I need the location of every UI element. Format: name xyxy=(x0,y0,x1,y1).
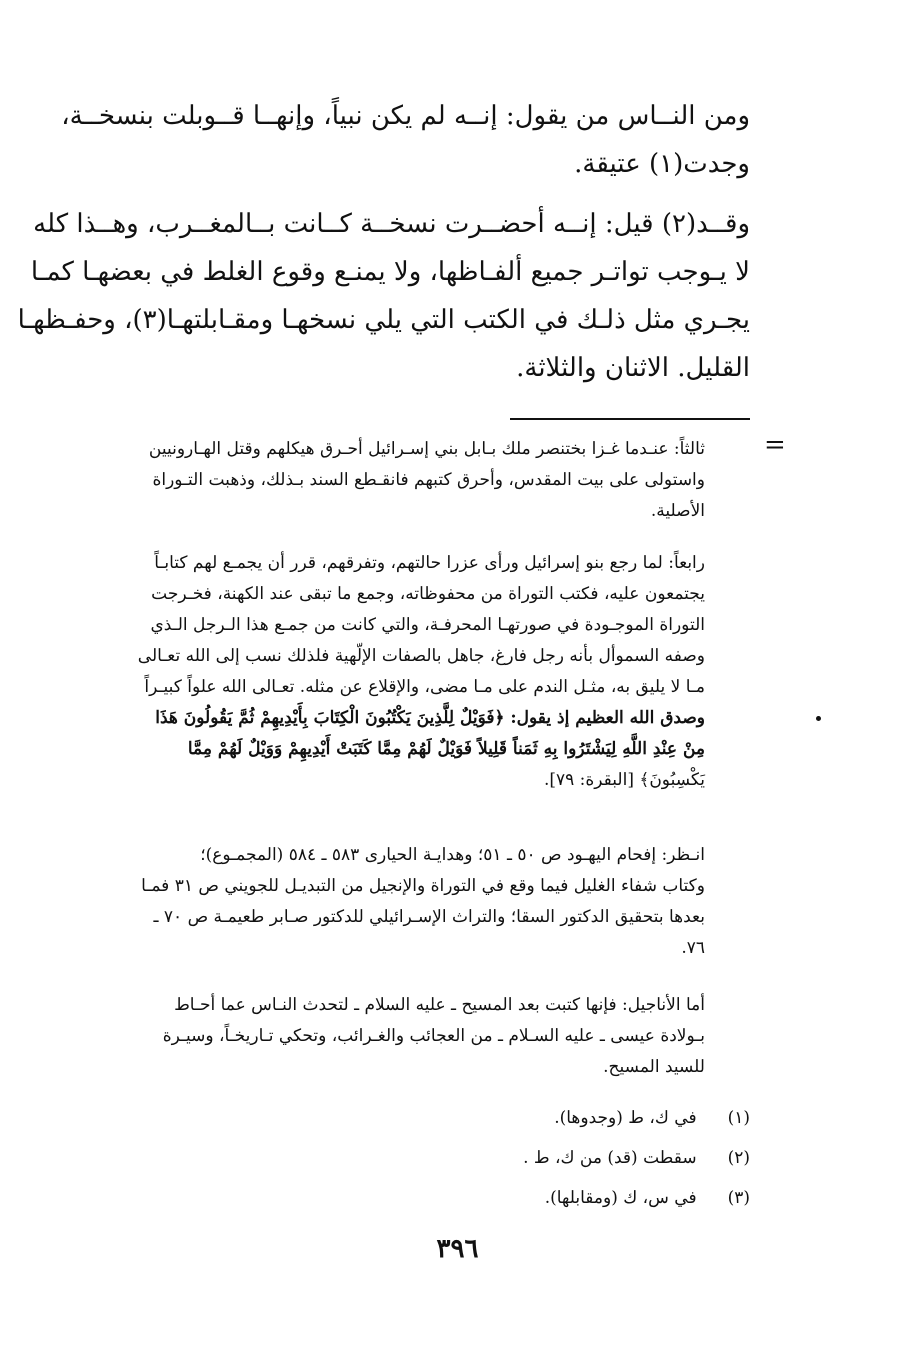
footnote-number: (٢) xyxy=(727,1148,750,1168)
footnote-number: (٣) xyxy=(727,1188,750,1208)
main-paragraph-1 xyxy=(61,92,750,188)
note-line: بعدها بتحقيق الدكتور السقا؛ والتراث الإسـرائيلي للدكتور صـابر طعيمـة ص ٧٠ ـ xyxy=(153,907,705,927)
quran-verse-line: يَكْسِبُونَ﴾ [البقرة: ٧٩]. xyxy=(543,770,705,790)
note-fourth xyxy=(45,548,705,796)
text-line: ومن النــاس من يقول: إنــه لم يكن نبياً، وإنهــا قــوبلت بنسخــة، xyxy=(61,101,750,131)
footnote-item xyxy=(350,1138,750,1178)
note-line: وصفه السموأل بأنه رجل فارغ، جاهل بالصفات الإلّهية فلذلك نسب إلى الله تعـالى xyxy=(137,646,705,666)
continuation-mark: = xyxy=(764,430,786,460)
note-line: يجتمعون عليه، فكتب التوراة من محفوظاته، وجمع ما تبقى عند الكهنة، فخـرجت xyxy=(151,584,705,604)
footnote-text: في س، ك (ومقابلها). xyxy=(544,1188,697,1208)
note-line: الأصلية. xyxy=(650,501,705,521)
note-line: التوراة الموجـودة في صورتهـا المحرفـة، والتي كانت من جمـع هذا الـرجل الـذي xyxy=(150,615,705,635)
text-line: وقــد(٢) قيل: إنــه أحضــرت نسخــة كــانت بــالمغــرب، وهــذا كله xyxy=(33,209,750,239)
footnote-separator xyxy=(510,418,750,420)
text-line: يجـري مثل ذلـك في الكتب التي يلي نسخهـا ومقـابلتهـا(٣)، وحفـظهـا xyxy=(17,305,750,335)
page-number: ٣٩٦ xyxy=(436,1234,479,1264)
footnote-number: (١) xyxy=(727,1108,750,1128)
quran-verse-line: مِنْ عِنْدِ اللَّهِ لِيَشْتَرُوا بِهِ ثَمَناً قَلِيلاً فَوَيْلٌ لَهُمْ مِمَّا كَتَبَتْ أَيْدِيهِمْ وَوَيْلٌ لَهُمْ مِمَّا xyxy=(187,739,705,759)
note-references xyxy=(45,840,705,964)
footnote-item xyxy=(350,1098,750,1138)
note-line: بـولادة عيسى ـ عليه السـلام ـ من العجائب والغـرائب، وتحكي تـاريخـاً، وسيـرة xyxy=(162,1026,705,1046)
text-line: لا يـوجب تواتـر جميع ألفـاظها، ولا يمنـع وقوع الغلط في بعضهـا كمـا xyxy=(30,257,750,287)
footnote-item xyxy=(350,1178,750,1218)
note-line: ٧٦. xyxy=(681,938,705,958)
footnotes xyxy=(350,1098,750,1218)
quran-verse-line: وصدق الله العظيم إذ يقول: ﴿فَوَيْلٌ لِلَّذِينَ يَكْتُبُونَ الْكِتَابَ بِأَيْدِيهِمْ ثُمَّ يَقُولُونَ هَذَا xyxy=(155,708,705,728)
note-line: واستولى على بيت المقدس، وأحرق كتبهم فانقـطع السند بـذلك، وذهبت التـوراة xyxy=(152,470,705,490)
note-line: ثالثاً: عنـدما غـزا بختنصر ملك بـابل بني إسـرائيل أحـرق هيكلهم وقتل الهـارونيين xyxy=(148,439,705,459)
footnote-text: سقطت (قد) من ك، ط . xyxy=(523,1148,697,1168)
note-line: انـظر: إفحام اليهـود ص ٥٠ ـ ٥١؛ وهدايـة الحيارى ٥٨٣ ـ ٥٨٤ (المجمـوع)؛ xyxy=(200,845,705,865)
note-line: للسيد المسيح. xyxy=(603,1057,705,1077)
note-third xyxy=(45,434,705,527)
note-line: وكتاب شفاء الغليل فيما وقع في التوراة والإنجيل من التبديـل للجويني ص ٣١ فمـا xyxy=(141,876,705,896)
note-gospels xyxy=(45,990,705,1083)
text-line: القليل. الاثنان والثلاثة. xyxy=(516,353,750,383)
text-line: وجدت(١) عتيقة. xyxy=(574,149,750,179)
note-line: أما الأناجيل: فإنها كتبت بعد المسيح ـ عليه السلام ـ لتحدث النـاس عما أحـاط xyxy=(174,995,705,1015)
footnote-text: في ك، ط (وجدوها). xyxy=(554,1108,697,1128)
note-line: مـا لا يليق به، مثـل الندم على مـا مضى، والإقلاع عن مثله. تعـالى الله علواً كبيـراً xyxy=(144,677,705,697)
note-line: رابعاً: لما رجع بنو إسرائيل ورأى عزرا حالتهم، وتفرقهم، قرر أن يجمـع لهم كتابـاً xyxy=(154,553,705,573)
ink-dot xyxy=(816,716,821,721)
main-paragraph-2 xyxy=(17,200,750,392)
